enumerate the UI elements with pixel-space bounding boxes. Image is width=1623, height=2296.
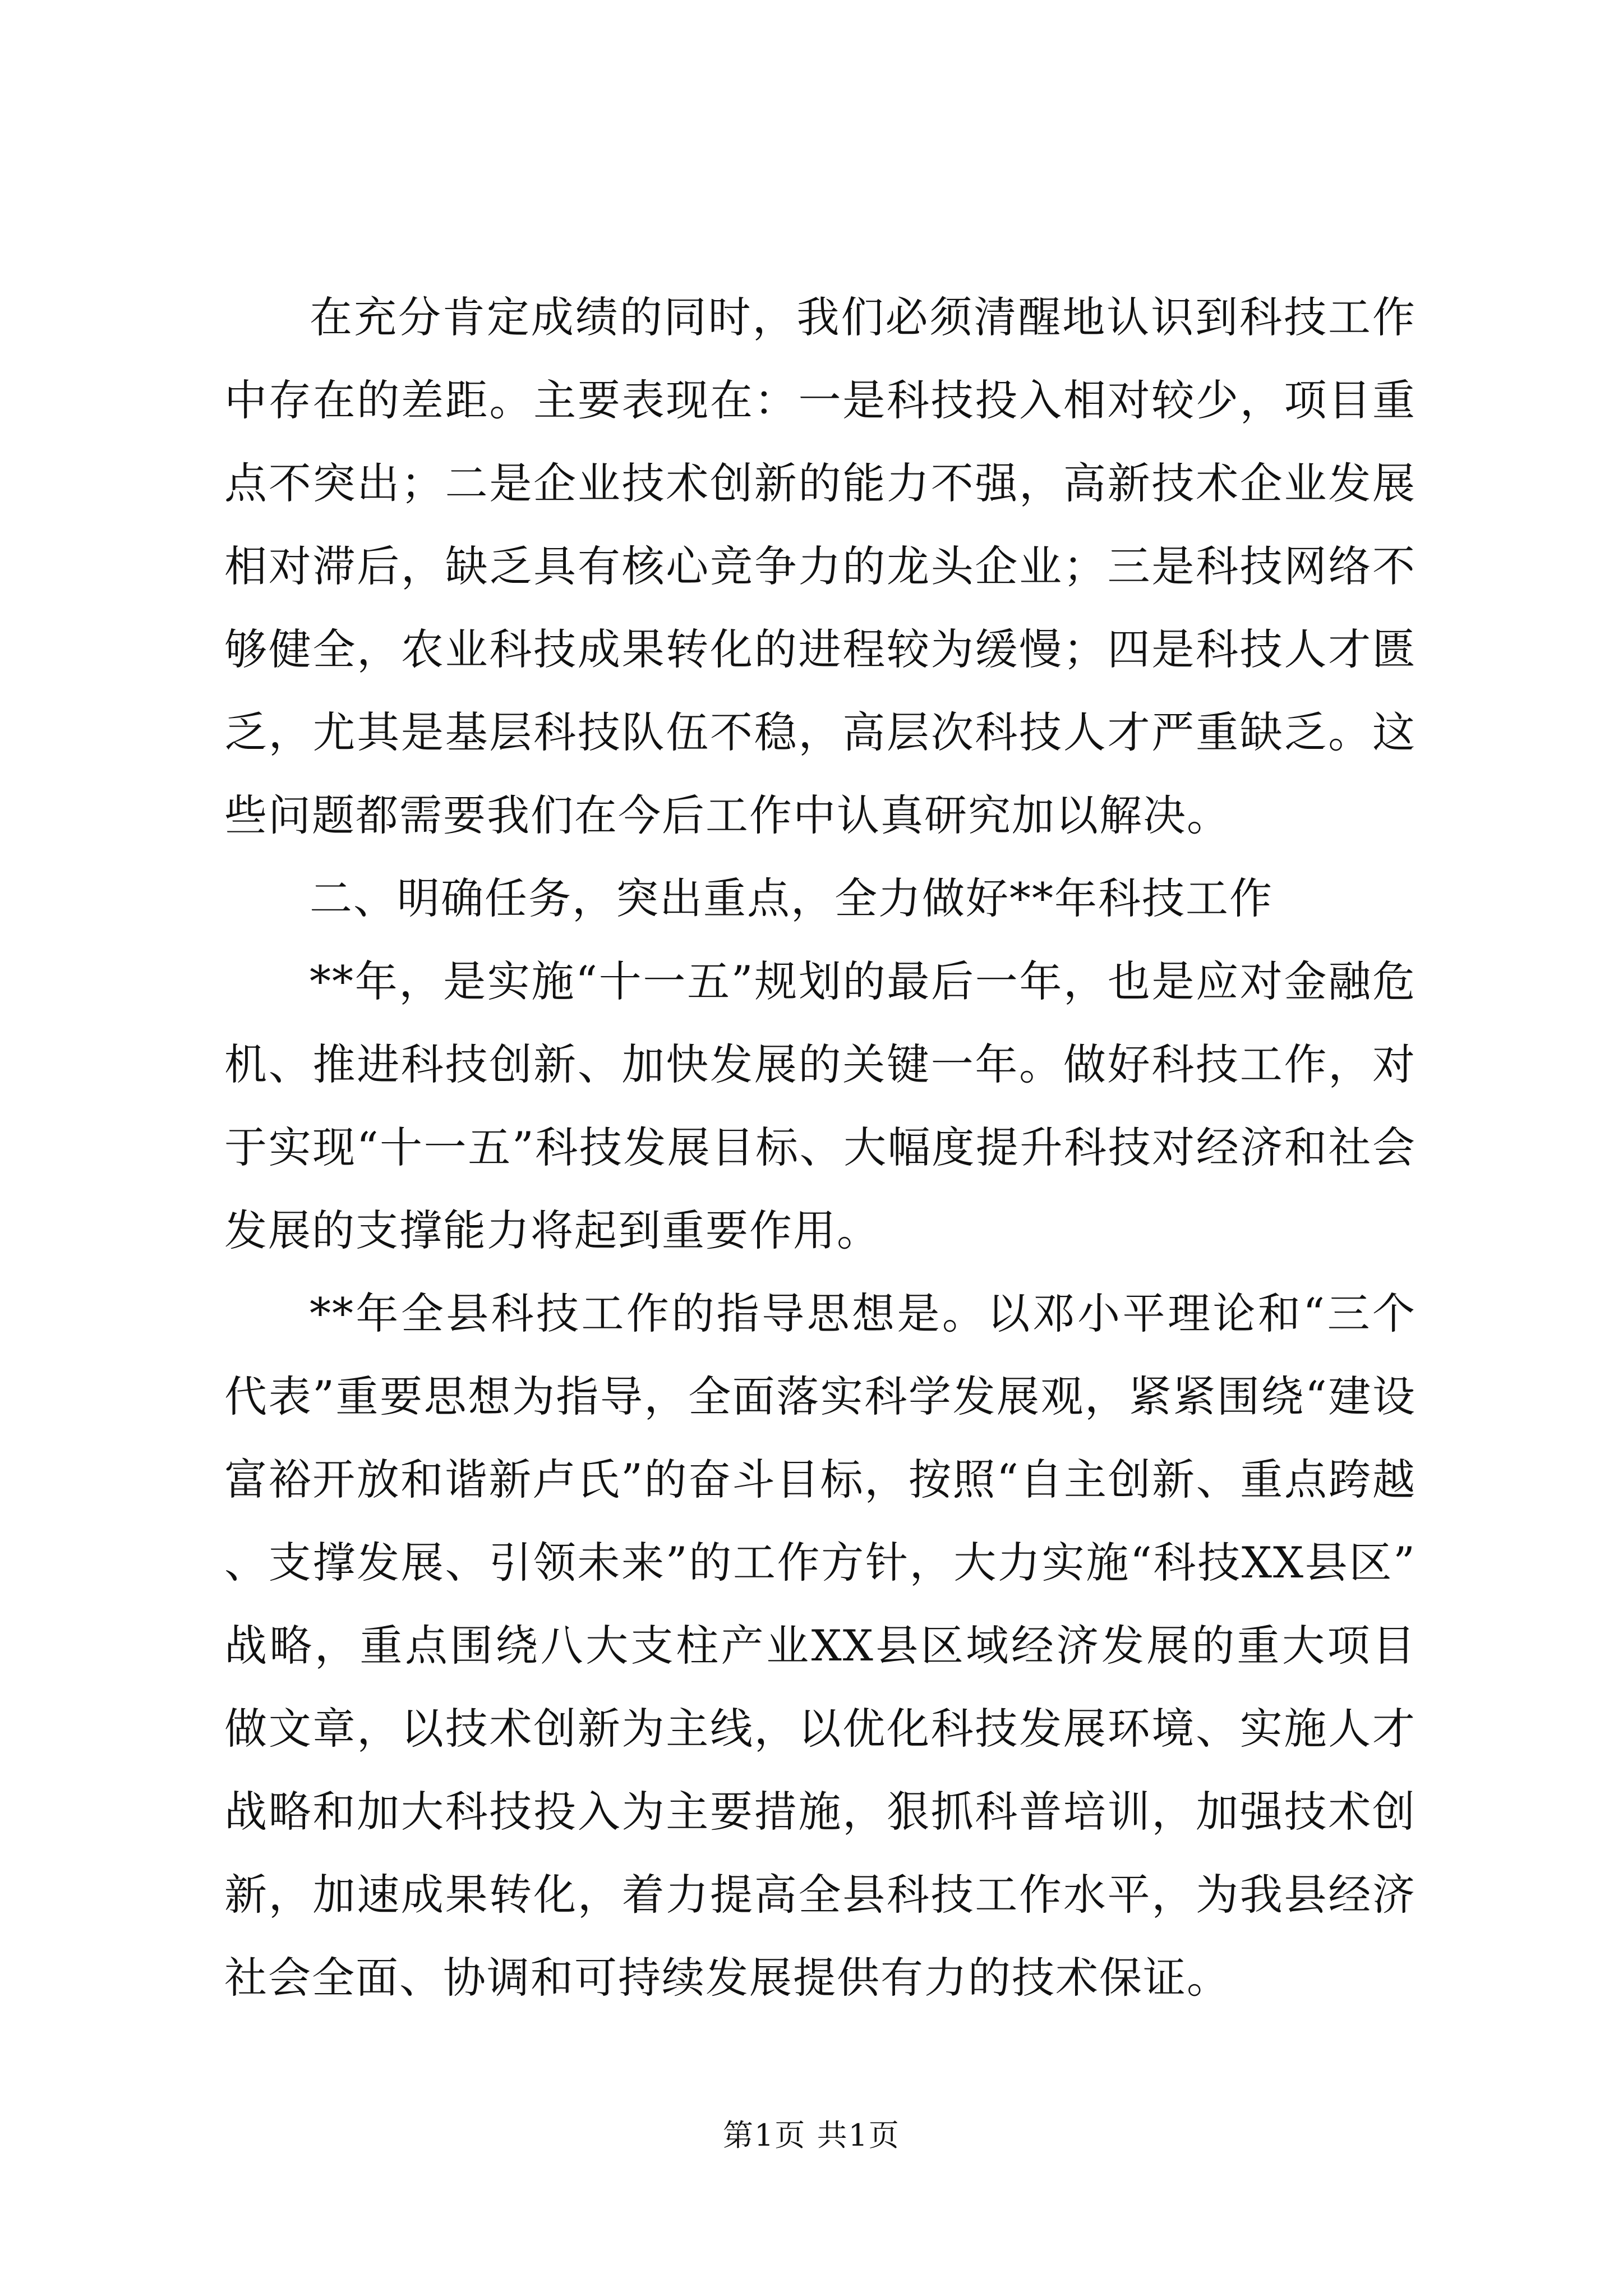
section-heading: 二、明确任务，突出重点，全力做好**年科技工作 bbox=[310, 873, 1273, 923]
document-body bbox=[224, 276, 1416, 2019]
page-footer: 第1页 共1页 bbox=[723, 2118, 900, 2153]
paragraph-key-year: **年，是实施“十一五”规划的最后一年，也是应对金融危机、推进科技创新、加快发展的关键一年。做好科技工作，对于实现“十一五”科技发展目标、大幅度提升科技对经济和社会发展的支撑能力将起到重要作用。 bbox=[224, 956, 1416, 1255]
paragraph-gaps: 在充分肯定成绩的同时，我们必须清醒地认识到科技工作中存在的差距。主要表现在：一是科技投入相对较少，项目重点不突出；二是企业技术创新的能力不强，高新技术企业发展相对滞后，缺乏具有核心竞争力的龙头企业；三是科技网络不够健全，农业科技成果转化的进程较为缓慢；四是科技人才匮乏，尤其是基层科技队伍不稳，高层次科技人才严重缺乏。这些问题都需要我们在今后工作中认真研究加以解决。 bbox=[224, 292, 1416, 840]
paragraph-guiding-thought: **年全县科技工作的指导思想是。以邓小平理论和“三个代表”重要思想为指导，全面落实科学发展观，紧紧围绕“建设富裕开放和谐新卢氏”的奋斗目标，按照“自主创新、重点跨越、支撑发展、引领未来”的工作方针，大力实施“科技XX县区”战略，重点围绕八大支柱产业XX县区域经济发展的重大项目做文章，以技术创新为主线，以优化科技发展环境、实施人才战略和加大科技投入为主要措施，狠抓科普培训，加强技术创新，加速成果转化，着力提高全县科技工作水平，为我县经济社会全面、协调和可持续发展提供有力的技术保证。 bbox=[224, 1289, 1416, 2003]
